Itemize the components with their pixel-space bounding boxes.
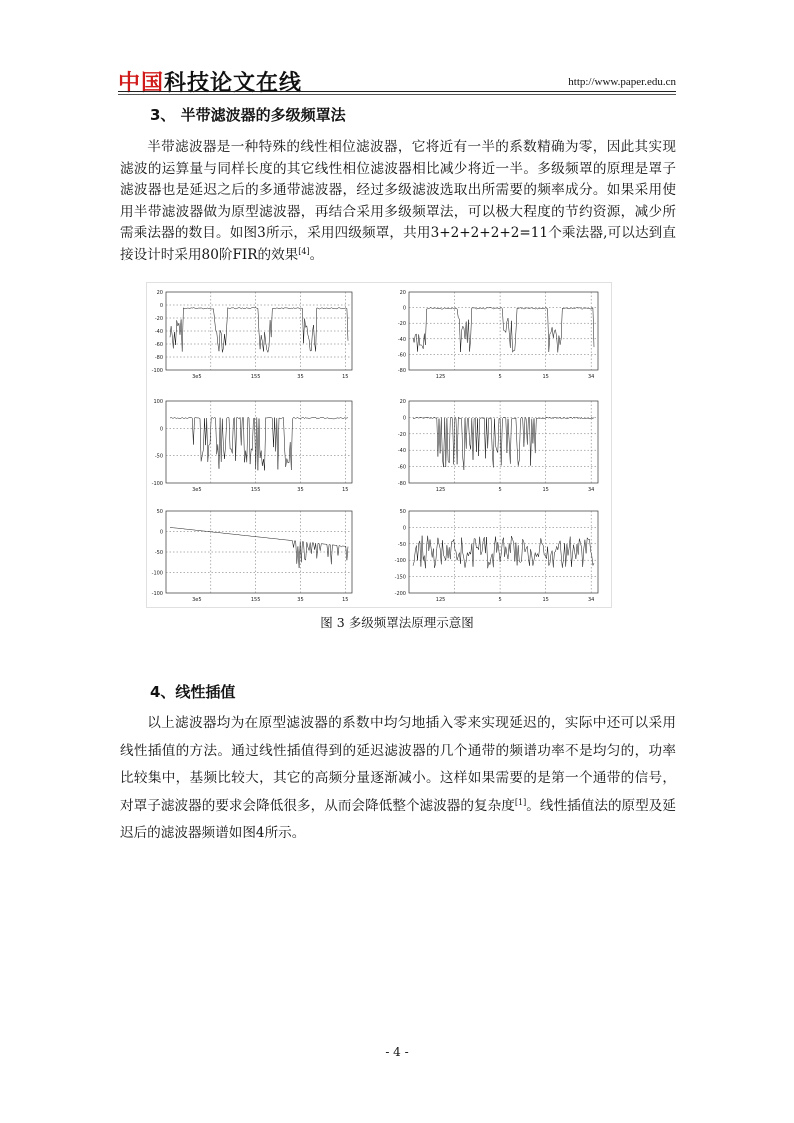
plot-right-3-xtick-label: 34 xyxy=(587,597,595,603)
page-header xyxy=(118,64,676,96)
plot-right-1-ytick-label: -20 xyxy=(397,321,406,328)
citation-4: [4] xyxy=(298,246,310,256)
logo-black-text: 科技论文在线 xyxy=(164,71,303,96)
plot-right-3-ytick-label: -50 xyxy=(397,541,406,548)
plot-right-1-ytick-label: 0 xyxy=(402,305,406,312)
plot-left-1-ytick-label: -80 xyxy=(154,355,163,361)
plot-left-2-ytick-label: 0 xyxy=(159,426,163,433)
plot-left-2-ytick-label: 100 xyxy=(153,399,163,405)
logo xyxy=(118,66,302,97)
plot-left-3-ytick-label: 50 xyxy=(156,509,163,515)
plot-left-2-ytick-label: -100 xyxy=(151,481,163,487)
section-4-title: 4、线性插值 xyxy=(150,683,236,701)
plot-left-1-ytick-label: -100 xyxy=(151,368,163,374)
plot-left-1-xtick-label: 3e5 xyxy=(192,374,202,380)
plot-left-1-xtick-label: 155 xyxy=(250,374,261,380)
plot-right-3-axes xyxy=(409,511,598,593)
plot-left-2-xtick-label: 15 xyxy=(342,487,349,493)
plot-left-2-xtick-label: 155 xyxy=(250,487,261,493)
figure-3 xyxy=(146,282,612,608)
plot-left-2-ytick-label: -50 xyxy=(154,453,163,460)
plot-right-3-ytick-label: -200 xyxy=(394,591,406,597)
plot-left-3-xtick-label: 155 xyxy=(250,597,261,603)
plot-left-3-xtick-label: 15 xyxy=(342,597,349,603)
plot-right-2-ytick-label: -40 xyxy=(397,448,406,455)
plot-right-3-xtick-label: 15 xyxy=(542,597,549,603)
plot-right-3-xtick-label: 125 xyxy=(435,597,446,603)
section-4-text: 以上滤波器均为在原型滤波器的系数中均匀地插入零来实现延迟的，实际中还可以采用线性插值的方法。通过线性插值得到的延迟滤波器的几个通带的频谱功率不是均匀的，功率比较集中，基频比较大，其它的高频分量逐渐减小。这样如果需要的是第一个通带的信号，对罩子滤波器的要求会降低很多，从而会降低整个滤波器的复杂度 xyxy=(120,715,676,814)
plot-left-3-ytick-label: -100 xyxy=(151,591,163,597)
plot-left-3-ytick-label: 0 xyxy=(159,529,163,536)
plot-left-1-ytick-label: -20 xyxy=(154,316,163,322)
section-3-paragraph xyxy=(120,137,676,267)
plot-left-1-xtick-label: 35 xyxy=(297,374,304,380)
page-number: - 4 - xyxy=(385,1045,409,1059)
plot-right-1-xtick-label: 15 xyxy=(542,374,549,380)
plot-left-1-ytick-label: 20 xyxy=(156,290,163,296)
section-4-text-end: 。线性插值法的原型及延迟后的滤波器频谱如图4所示。 xyxy=(120,797,676,841)
plot-right-1-xtick-label: 125 xyxy=(435,374,446,380)
plot-right-3-ytick-label: 50 xyxy=(399,509,406,515)
header-url[interactable]: http://www.paper.edu.cn xyxy=(568,76,676,88)
plot-right-2-xtick-label: 15 xyxy=(542,487,549,493)
plot-right-2-ytick-label: 20 xyxy=(399,399,406,405)
plot-left-3-ytick-label: -100 xyxy=(151,570,163,577)
section-3-text-end: 。 xyxy=(309,246,324,263)
plot-right-3-ytick-label: -100 xyxy=(394,558,406,565)
plot-left-2-xtick-label: 3e5 xyxy=(192,487,202,493)
plot-right-2-ytick-label: 0 xyxy=(402,415,406,422)
plot-left-1-ytick-label: -60 xyxy=(154,342,163,348)
citation-1: [1] xyxy=(514,797,527,807)
plot-right-3-ytick-label: -150 xyxy=(394,574,406,581)
plot-right-1-ytick-label: 20 xyxy=(399,290,406,296)
plot-right-1-ytick-label: -40 xyxy=(397,336,406,343)
section-4-paragraph xyxy=(120,710,676,848)
figure-3-caption: 图 3 多级频罩法原理示意图 xyxy=(320,615,474,630)
section-3-title: 3、 半带滤波器的多级频罩法 xyxy=(150,106,346,124)
plot-right-3-ytick-label: 0 xyxy=(402,525,406,532)
plot-right-2-xtick-label: 34 xyxy=(587,487,595,493)
plot-right-1-ytick-label: -80 xyxy=(397,368,406,374)
plot-left-1-ytick-label: 0 xyxy=(159,303,163,309)
figure-3-plots xyxy=(146,282,612,608)
plot-right-2-ytick-label: -80 xyxy=(397,481,406,487)
plot-right-2-ytick-label: -20 xyxy=(397,431,406,438)
plot-left-1-xtick-label: 15 xyxy=(342,374,349,380)
plot-right-2-ytick-label: -60 xyxy=(397,464,406,471)
plot-left-3-xtick-label: 3e5 xyxy=(192,597,202,603)
plot-right-1-axes xyxy=(409,292,598,370)
plot-right-1-ytick-label: -60 xyxy=(397,352,406,359)
plot-right-3-xtick-label: 5 xyxy=(498,597,502,603)
plot-left-2-xtick-label: 35 xyxy=(297,487,304,493)
plot-right-2-xtick-label: 125 xyxy=(435,487,446,493)
plot-left-3-xtick-label: 35 xyxy=(297,597,304,603)
plot-right-2-xtick-label: 5 xyxy=(498,487,502,493)
logo-red-text: 中国 xyxy=(118,71,165,96)
plot-left-1-ytick-label: -40 xyxy=(154,329,163,335)
plot-right-1-xtick-label: 5 xyxy=(498,374,502,380)
header-divider-thin xyxy=(118,94,676,95)
plot-right-1-xtick-label: 34 xyxy=(587,374,595,380)
header-divider xyxy=(118,91,676,92)
plot-left-2-axes xyxy=(166,401,352,483)
section-3-text: 半带滤波器是一种特殊的线性相位滤波器，它将近有一半的系数精确为零，因此其实现滤波的运算量与同样长度的其它线性相位滤波器相比减少将近一半。多级频罩的原理是罩子滤波器也是延迟之后的多通带滤波器，经过多级滤波选取出所需要的频率成分。如果采用使用半带滤波器做为原型滤波器，再结合采用多级频罩法，可以极大程度的节约资源，减少所需乘法器的数目。如图3所示，采用四级频罩，共用3+2+2+2+2=11个乘法器,可以达到直接设计时采用80阶FIR的效果 xyxy=(120,139,676,263)
plot-left-3-ytick-label: -50 xyxy=(154,550,163,556)
